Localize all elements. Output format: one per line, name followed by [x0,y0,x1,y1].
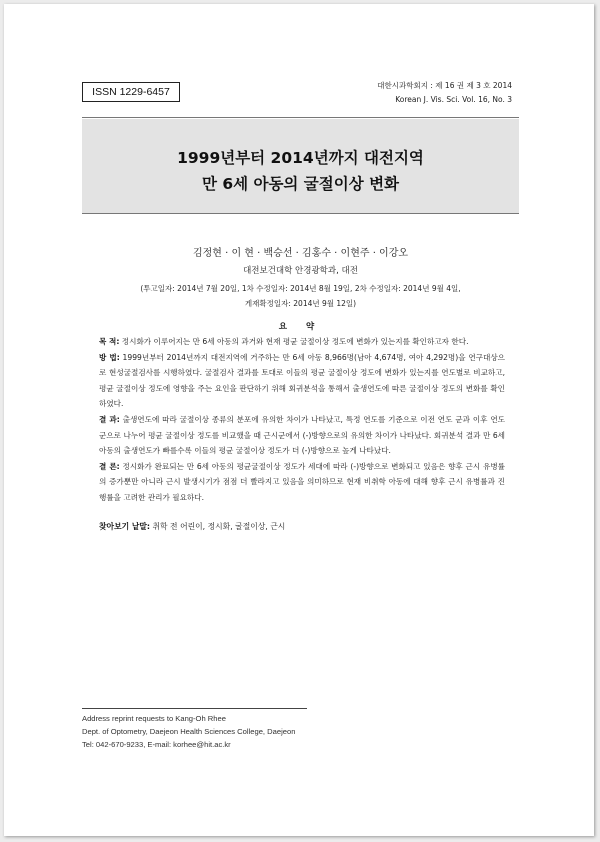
keywords-label: 찾아보기 낱말: [99,522,151,531]
issn-box: ISSN 1229-6457 [82,82,180,102]
footnote [82,712,295,751]
purpose-text: 정시화가 이루어지는 만 6세 아동의 과거와 현재 평균 굴절이상 정도에 변화가 있는지를 확인하고자 한다. [121,337,469,346]
title-top-rule [82,117,519,118]
submission-dates-line-1: (투고일자: 2014년 7월 20일, 1차 수정일자: 2014년 8월 19일, 2차 수정일자: 2014년 9월 4일, [140,284,461,293]
results-text: 출생연도에 따라 굴절이상 종류의 분포에 유의한 차이가 나타났고, 특정 연도를 기준으로 이전 연도 군과 이후 연도 군으로 나누어 평균 굴절이상 정도를 비교했을 때 근시군에서 (-)방향으로의 유의한 차이가 나타났다. 회귀분석 결과 만 6세 아동의 출생연도가 빠를수록 이들의 평균 굴절이상 정도가 더 (-)방향으로 높게 나타났다. [99,414,505,456]
footnote-rule [82,708,307,709]
footnote-line-2: Dept. of Optometry, Daejeon Health Sciences College, Daejeon [82,727,296,736]
submission-dates-line-2: 게재확정일자: 2014년 9월 12일) [244,299,357,308]
journal-citation-ko: 대한시과학회지 : 제 16 권 제 3 호 2014 [377,81,512,90]
purpose-label: 목 적: [99,337,120,346]
abstract-body [99,334,505,506]
abstract-purpose [99,334,505,350]
conclusion-label: 결 론: [99,461,120,471]
journal-citation-en: Korean J. Vis. Sci. Vol. 16, No. 3 [395,95,512,104]
conclusion-text: 정시화가 완료되는 만 6세 아동의 평균굴절이상 정도가 세대에 따라 (-)방향으로 변화되고 있음은 향후 근시 유병률의 증가뿐만 아니라 근시 발생시기가 점점 더 빨라지고 있음을 의미하므로 현재 비취학 아동에 대해 향후 근시 유병률과 진행률을 고려한 관리가 필요하다. [99,461,505,502]
abstract-conclusion [99,459,505,506]
footnote-line-3: Tel: 042-670-9233, E-mail: korhee@hit.ac.kr [82,740,231,749]
paper-title-line-1: 1999년부터 2014년까지 대전지역 [177,149,424,167]
author-list: 김정현 · 이 현 · 백승선 · 김홍수 · 이현주 · 이강오 [192,248,409,259]
keywords-text: 취학 전 어린이, 정시화, 굴절이상, 근시 [152,522,286,531]
footnote-line-1: Address reprint requests to Kang-Oh Rhee [82,714,226,723]
abstract-results [99,412,505,459]
title-bottom-rule [82,213,519,214]
affiliation: 대전보건대학 안경광학과, 대전 [243,266,358,276]
methods-text: 1999년부터 2014년까지 대전지역에 거주하는 만 6세 아동 8,966명(남아 4,674명, 여아 4,292명)을 연구대상으로 현성굴절검사를 시행하였다. 굴절검사 결과를 토대로 이들의 평균 굴절이상 정도에 변화가 있는지를 연도별로 비교하고, 평균 굴절이상 정도에 영향을 주는 요인을 판단하기 위해 회귀분석을 통해서 출생연도에 따른 굴절이상 정도의 변화를 확인하였다. [99,352,505,409]
abstract-methods [99,350,505,412]
paper-title-line-2: 만 6세 아동의 굴절이상 변화 [201,175,400,193]
abstract-heading: 요 약 [278,322,323,332]
methods-label: 방 법: [99,352,120,362]
keywords [99,521,505,532]
results-label: 결 과: [99,414,120,424]
